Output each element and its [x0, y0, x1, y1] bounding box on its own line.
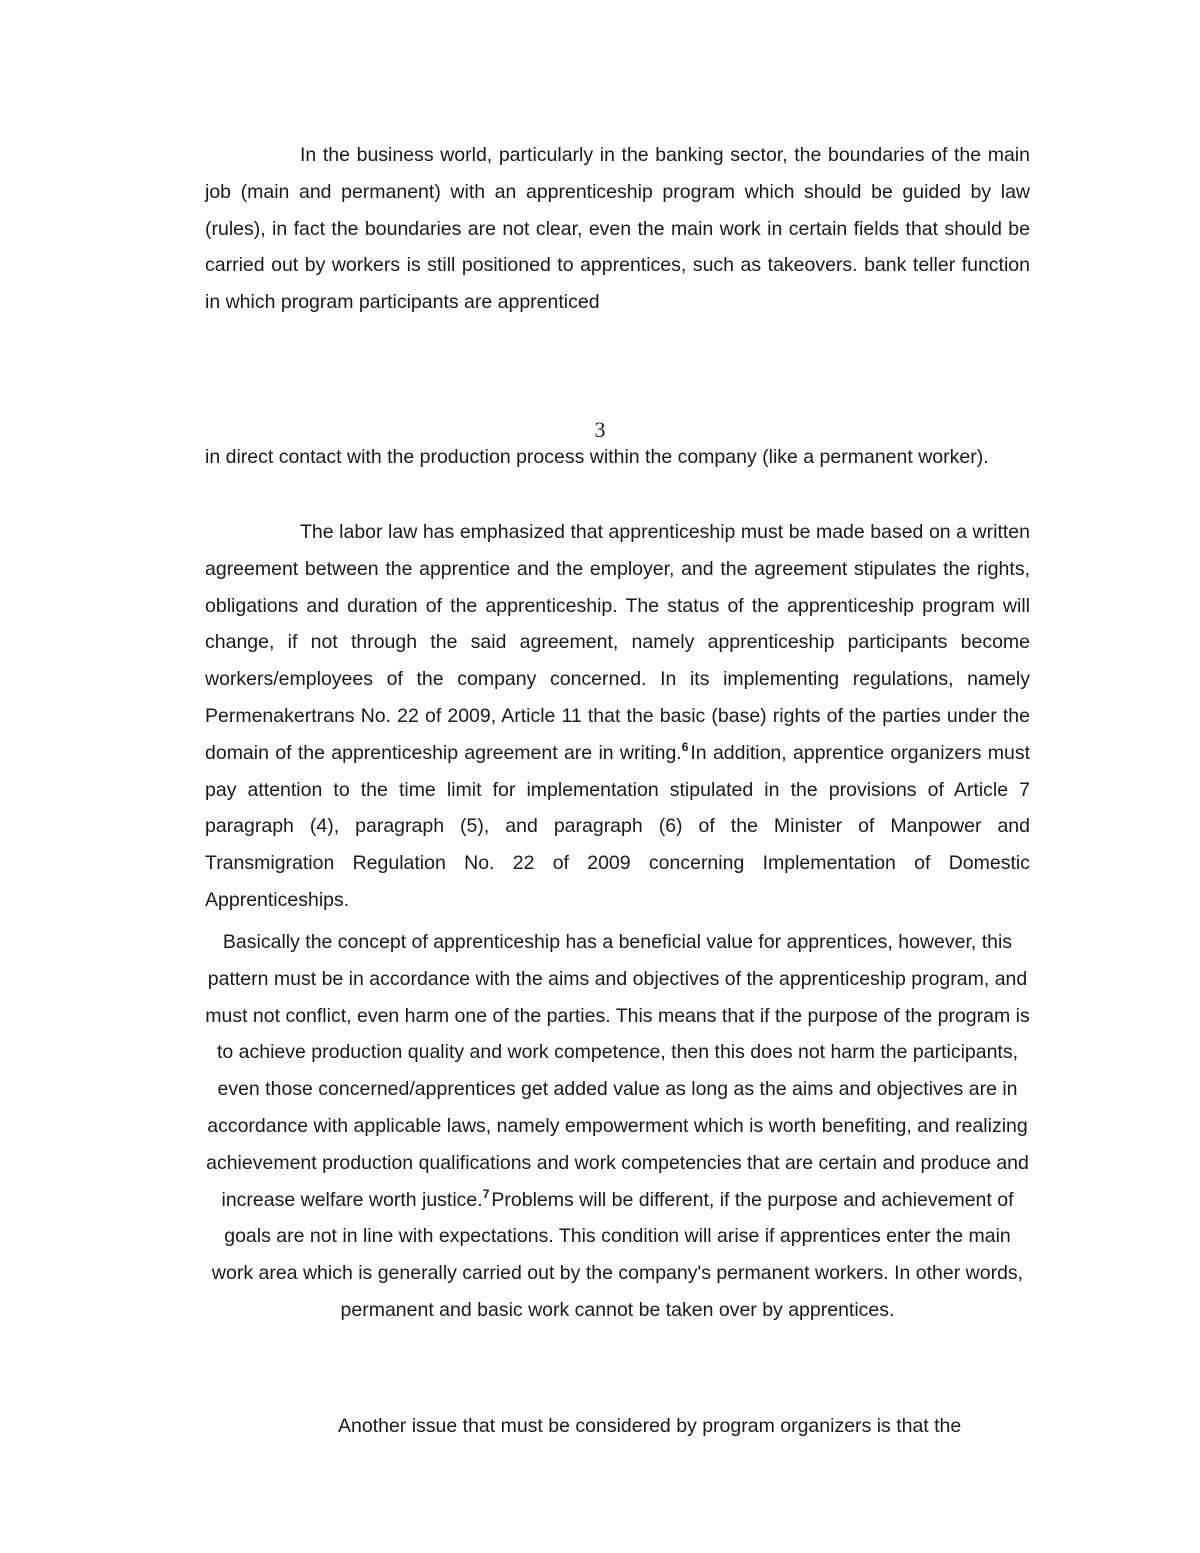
paragraph-business-world	[205, 137, 1030, 321]
paragraph-3a-text: The labor law has emphasized that apprenticeship must be made based on a written agreement between the apprentice and the employer, and the agreement stipulates the rights, obligations and duration of the apprenticeship. The status of the apprenticeship program will change, if not through the said agreement, namely apprenticeship participants become workers/employees of the company concerned. In its implementing regulations, namely Permenakertrans No. 22 of 2009, Article 11 that the basic (base) rights of the parties under the domain of the apprenticeship agreement are in writing.	[205, 521, 1030, 764]
paragraph-2-text: in direct contact with the production process within the company (like a permanent worker).	[205, 446, 989, 468]
footnote-ref-6[interactable]: 6	[681, 739, 689, 754]
paragraph-4b-text: Problems will be different, if the purpose and achievement of goals are not in line with expectations. This condition will arise if apprentices enter the main work area which is generally carried out by the company's permanent workers. In other words, permanent and basic work cannot be taken over by apprentices.	[211, 1188, 1024, 1321]
paragraph-1-text: In the business world, particularly in the banking sector, the boundaries of the main job (main and permanent) with an apprenticeship program which should be guided by law (rules), in fact the boundaries are not clear, even the main work in certain fields that should be carried out by workers is still positioned to apprentices, such as takeovers. bank teller function in which program participants are apprenticed	[205, 144, 1030, 314]
paragraph-direct-contact	[205, 439, 1030, 476]
paragraph-4a-text: Basically the concept of apprenticeship has a beneficial value for apprentices, however, this pattern must be in accordance with the aims and objectives of the apprenticeship program, and must not conflict, even harm one of the parties. This means that if the purpose of the program is to achieve production quality and work competence, then this does not harm the participants, even those concerned/apprentices get added value as long as the aims and objectives are in accordance with applicable laws, namely empowerment which is worth benefiting, and realizing achievement production qualifications and work competencies that are certain and produce and increase welfare worth justice.	[205, 931, 1030, 1211]
paragraph-concept-apprenticeship	[205, 924, 1030, 1329]
paragraph-3b-text: In addition, apprentice organizers must pay attention to the time limit for implementation stipulated in the provisions of Article 7 paragraph (4), paragraph (5), and paragraph (6) of the Minister of Manpower and Transmigration Regulation No. 22 of 2009 concerning Implementation of Domestic Apprenticeships.	[205, 741, 1030, 911]
paragraph-5-text: Another issue that must be considered by program organizers is that the	[338, 1415, 962, 1437]
paragraph-another-issue	[205, 1408, 1030, 1445]
footnote-ref-7[interactable]: 7	[482, 1186, 490, 1201]
page-number: 3	[594, 417, 606, 442]
paragraph-labor-law	[205, 514, 1030, 919]
